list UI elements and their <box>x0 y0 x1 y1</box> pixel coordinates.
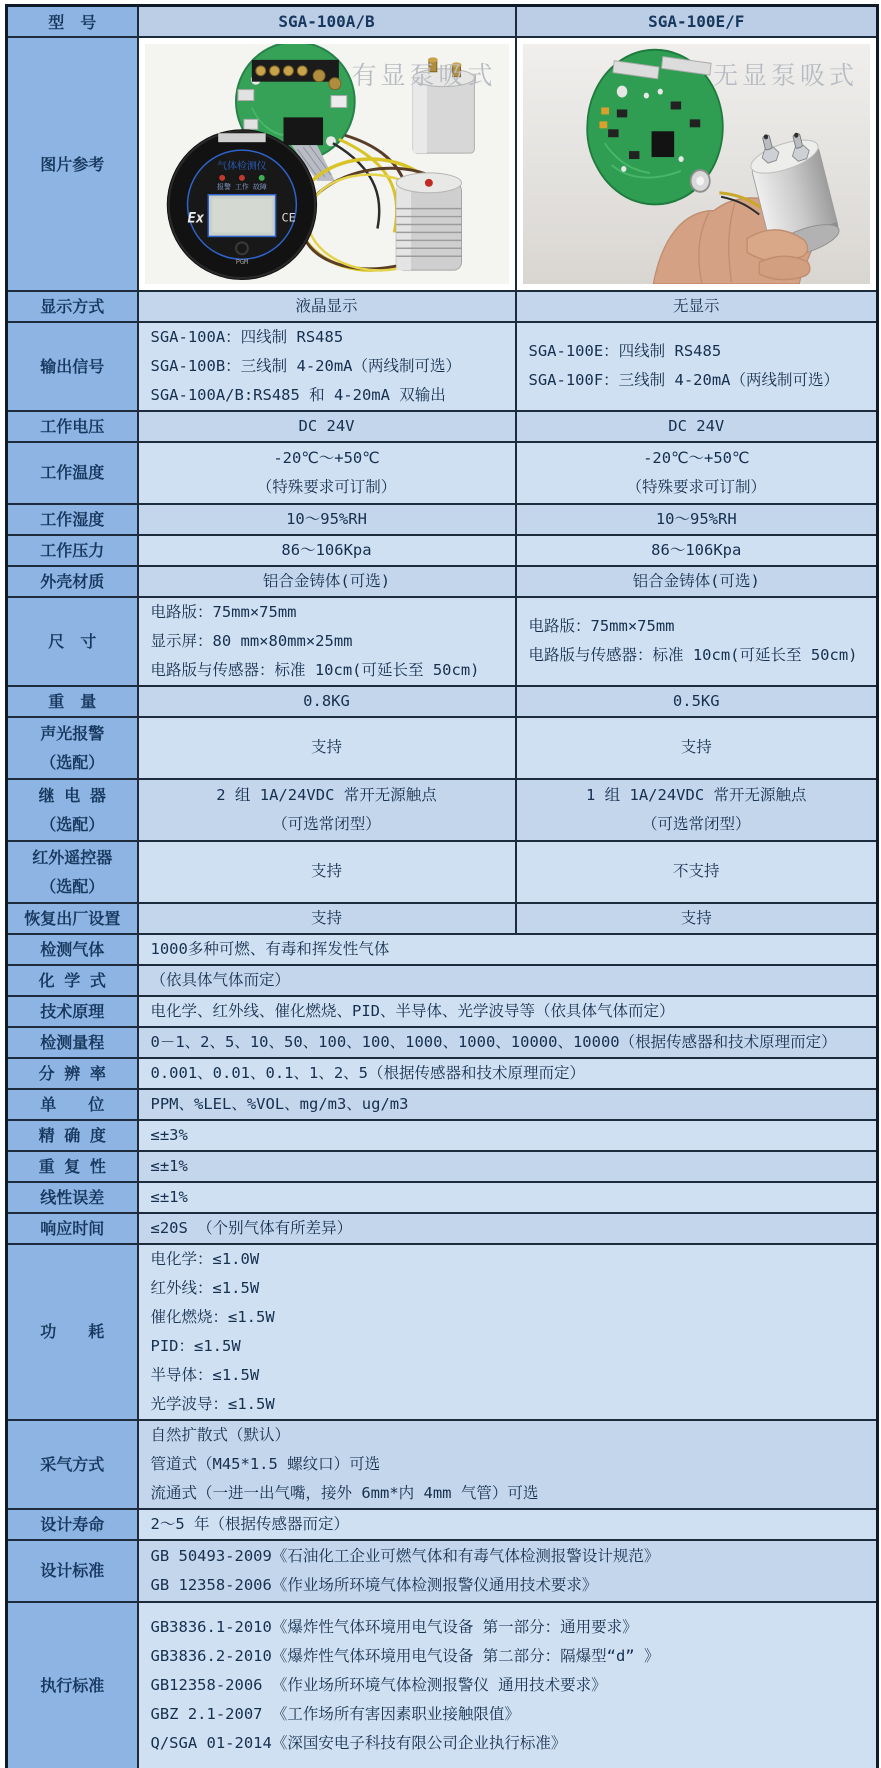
value-line: 电化学、红外线、催化燃烧、PID、半导体、光学波导等（依具体气体而定） <box>150 1001 675 1020</box>
value-line: 0.8KG <box>303 691 350 710</box>
row-label-sampling-method <box>7 1420 138 1509</box>
row-label-housing-material <box>7 566 138 597</box>
value-line: 铝合金铸体(可选) <box>262 571 391 590</box>
row-label-accuracy <box>7 1120 138 1151</box>
value-line: ≤20S （个别气体有所差异） <box>150 1218 353 1237</box>
row-value-chemical-formula <box>138 965 878 996</box>
spec-row-linearity-error <box>7 1182 878 1213</box>
value-line: （可选常闭型） <box>641 814 751 833</box>
value-line: 电路版：75mm×75mm <box>528 617 675 635</box>
row-value-output-signal-col1 <box>138 322 516 411</box>
value-line: 半导体：≤1.5W <box>150 1365 260 1384</box>
row-label-line: 设计标准 <box>40 1561 105 1580</box>
spec-table <box>5 4 879 1768</box>
spec-row-dimensions <box>7 597 878 686</box>
value-line: GB3836.2-2010《爆炸性气体环境用电气设备 第二部分：隔爆型“d” 》 <box>150 1646 660 1665</box>
value-line: 86～106Kpa <box>651 540 742 559</box>
spec-row-executive-standard <box>7 1602 878 1768</box>
value-line: SGA-100B：三线制 4-20mA（两线制可选） <box>150 356 461 375</box>
value-line: 0－1、2、5、10、50、100、100、1000、1000、10000、10000（根据传感器和技术原理而定） <box>150 1032 837 1051</box>
row-label-linearity-error <box>7 1182 138 1213</box>
row-label-line: 设计寿命 <box>40 1514 105 1534</box>
row-label-line: 功 耗 <box>40 1322 105 1341</box>
row-label-line: 检测量程 <box>40 1032 105 1052</box>
value-line: SGA-100E：四线制 RS485 <box>528 342 722 360</box>
row-label-line: 响应时间 <box>40 1218 105 1238</box>
row-label-line: 工作温度 <box>40 463 105 482</box>
value-line: ≤±3% <box>150 1125 188 1144</box>
value-line: ≤±1% <box>150 1187 188 1206</box>
row-label-chemical-formula <box>7 965 138 996</box>
row-value-accuracy <box>138 1120 878 1151</box>
header-row <box>7 6 878 37</box>
spec-row-chemical-formula <box>7 965 878 996</box>
value-line: 不支持 <box>672 862 720 880</box>
row-value-working-temperature-col2 <box>516 442 878 504</box>
row-label-output-signal <box>7 322 138 411</box>
row-label-technical-principle <box>7 996 138 1027</box>
product-photo-sga-100ef <box>523 44 871 284</box>
row-label-line: 恢复出厂设置 <box>24 908 121 928</box>
value-line: 0.5KG <box>672 691 720 710</box>
row-value-display-mode-col1 <box>138 291 516 322</box>
row-label-line: 红外遥控器 <box>32 847 113 867</box>
spec-row-working-temperature <box>7 442 878 504</box>
row-label-executive-standard <box>7 1602 138 1768</box>
row-label-display-mode <box>7 291 138 322</box>
row-label-line: 输出信号 <box>40 356 105 376</box>
value-line: 液晶显示 <box>295 296 358 315</box>
row-value-working-pressure-col1 <box>138 535 516 566</box>
row-value-ir-remote-col2 <box>516 841 878 903</box>
value-line: PID：≤1.5W <box>150 1336 241 1355</box>
value-line: 2～5 年（根据传感器而定） <box>150 1514 349 1533</box>
row-label-working-voltage <box>7 411 138 442</box>
row-label-line: 检测气体 <box>40 939 105 959</box>
spec-row-repeatability <box>7 1151 878 1182</box>
row-label-weight <box>7 686 138 717</box>
value-line: SGA-100F：三线制 4-20mA（两线制可选） <box>528 371 839 389</box>
spec-row-unit <box>7 1089 878 1120</box>
row-value-detection-range <box>138 1027 878 1058</box>
value-line: GB 50493-2009《石油化工企业可燃气体和有毒气体检测报警设计规范》 <box>150 1546 660 1565</box>
value-line: 电路版：75mm×75mm <box>150 602 297 621</box>
value-line: -20℃～+50℃ <box>273 448 380 467</box>
spec-row-weight <box>7 686 878 717</box>
spec-row-relay <box>7 779 878 841</box>
row-value-working-voltage-col2 <box>516 411 878 442</box>
spec-row-power-consumption <box>7 1244 878 1420</box>
watermark-right: 无显泵吸式 <box>712 60 858 90</box>
spec-row-detection-range <box>7 1027 878 1058</box>
row-label-line: 分 辨 率 <box>38 1063 106 1083</box>
row-value-executive-standard <box>138 1602 878 1768</box>
row-value-working-pressure-col2 <box>516 535 878 566</box>
value-line: DC 24V <box>298 416 355 435</box>
ce-mark-text: CE <box>281 210 296 225</box>
value-line: 1 组 1A/24VDC 常开无源触点 <box>586 785 807 804</box>
ex-mark-text: Ex <box>187 209 204 227</box>
value-line: 自然扩散式（默认） <box>150 1425 291 1444</box>
row-value-unit <box>138 1089 878 1120</box>
row-label-line: 尺 寸 <box>48 631 97 651</box>
value-line: ≤±1% <box>150 1156 188 1175</box>
row-label-line: 工作电压 <box>40 416 105 436</box>
row-label-relay <box>7 779 138 841</box>
gauge-title-text: 气体检测仪 <box>216 160 267 172</box>
row-label-unit <box>7 1089 138 1120</box>
row-value-factory-reset-col1 <box>138 903 516 934</box>
row-label-line: （选配） <box>40 814 105 834</box>
row-value-working-voltage-col1 <box>138 411 516 442</box>
row-value-linearity-error <box>138 1182 878 1213</box>
value-line: GB 12358-2006《作业场所环境气体检测报警仪通用技术要求》 <box>150 1575 598 1594</box>
spec-row-working-pressure <box>7 535 878 566</box>
row-label-line: 执行标准 <box>40 1675 105 1695</box>
value-line: 电化学：≤1.0W <box>150 1249 260 1268</box>
row-value-relay-col2 <box>516 779 878 841</box>
row-value-audible-visual-alarm-col2 <box>516 717 878 779</box>
row-value-weight-col1 <box>138 686 516 717</box>
value-line: GB12358-2006 《作业场所环境气体检测报警仪 通用技术要求》 <box>150 1675 607 1694</box>
value-line: 支持 <box>310 738 342 756</box>
row-label-response-time <box>7 1213 138 1244</box>
row-label-design-life <box>7 1509 138 1540</box>
row-label-line: 单 位 <box>40 1094 105 1114</box>
row-value-dimensions-col2 <box>516 597 878 686</box>
row-value-working-temperature-col1 <box>138 442 516 504</box>
row-label-design-standard <box>7 1540 138 1602</box>
value-line: GB3836.1-2010《爆炸性气体环境用电气设备 第一部分：通用要求》 <box>150 1617 638 1636</box>
photo-row <box>7 37 878 291</box>
value-line: 2 组 1A/24VDC 常开无源触点 <box>216 785 437 804</box>
photo-row-label: 图片参考 <box>7 37 138 291</box>
value-line: （特殊要求可订制） <box>256 477 397 496</box>
row-label-line: 化 学 式 <box>38 970 106 990</box>
row-value-response-time <box>138 1213 878 1244</box>
value-line: 10～95%RH <box>286 509 367 528</box>
row-value-housing-material-col2 <box>516 566 878 597</box>
value-line: （依具体气体而定） <box>150 970 291 989</box>
value-line: 红外线：≤1.5W <box>150 1278 260 1297</box>
spec-row-design-standard <box>7 1540 878 1602</box>
row-value-ir-remote-col1 <box>138 841 516 903</box>
row-value-working-humidity-col2 <box>516 504 878 535</box>
row-value-design-life <box>138 1509 878 1540</box>
value-line: 光学波导：≤1.5W <box>150 1394 275 1413</box>
spec-row-housing-material <box>7 566 878 597</box>
spec-row-working-humidity <box>7 504 878 535</box>
value-line: 显示屏：80 mm×80mm×25mm <box>150 631 353 650</box>
row-label-line: 采气方式 <box>40 1454 105 1474</box>
row-label-working-humidity <box>7 504 138 535</box>
value-line: 流通式（一进一出气嘴，接外 6mm*内 4mm 气管）可选 <box>150 1483 539 1502</box>
model-header-ab: SGA-100A/B <box>138 6 516 37</box>
row-value-output-signal-col2 <box>516 322 878 411</box>
value-line: 支持 <box>680 738 712 756</box>
row-value-display-mode-col2 <box>516 291 878 322</box>
watermark-left: 有显泵吸式 <box>351 60 497 90</box>
spec-row-display-mode <box>7 291 878 322</box>
row-label-line: 继 电 器 <box>38 785 106 805</box>
row-label-line: 工作湿度 <box>40 509 105 529</box>
value-line: SGA-100A/B:RS485 和 4-20mA 双输出 <box>150 385 446 404</box>
row-label-line: 声光报警 <box>40 723 105 743</box>
value-line: 86～106Kpa <box>281 540 372 559</box>
row-label-line: （选配） <box>40 752 105 772</box>
row-value-audible-visual-alarm-col1 <box>138 717 516 779</box>
spec-row-sampling-method <box>7 1420 878 1509</box>
spec-row-accuracy <box>7 1120 878 1151</box>
photo-cell-sga-100ab <box>138 37 516 291</box>
gauge-led-labels: 报警 工作 故障 <box>216 182 267 191</box>
value-line: 电路版与传感器：标准 10cm(可延长至 50cm) <box>150 660 480 679</box>
photo-cell-sga-100ef <box>516 37 878 291</box>
pgm-text: PGM <box>235 257 248 266</box>
row-label-factory-reset <box>7 903 138 934</box>
value-line: 支持 <box>310 862 342 880</box>
row-label-line: （选配） <box>40 876 105 896</box>
row-label-repeatability <box>7 1151 138 1182</box>
row-value-resolution <box>138 1058 878 1089</box>
row-label-line: 工作压力 <box>40 540 105 560</box>
row-value-dimensions-col1 <box>138 597 516 686</box>
value-line: PPM、%LEL、%VOL、mg/m3、ug/m3 <box>150 1094 409 1113</box>
row-value-housing-material-col1 <box>138 566 516 597</box>
value-line: -20℃～+50℃ <box>643 448 750 467</box>
spec-row-factory-reset <box>7 903 878 934</box>
value-line: 0.001、0.01、0.1、1、2、5（根据传感器和技术原理而定） <box>150 1063 585 1082</box>
row-label-working-temperature <box>7 442 138 504</box>
row-label-detectable-gases <box>7 934 138 965</box>
model-header-ef: SGA-100E/F <box>516 6 878 37</box>
spec-row-detectable-gases <box>7 934 878 965</box>
row-label-line: 线性误差 <box>40 1187 105 1207</box>
spec-row-design-life <box>7 1509 878 1540</box>
row-label-power-consumption <box>7 1244 138 1420</box>
row-label-audible-visual-alarm <box>7 717 138 779</box>
value-line: 无显示 <box>672 296 720 315</box>
spec-row-ir-remote <box>7 841 878 903</box>
spec-row-technical-principle <box>7 996 878 1027</box>
value-line: 铝合金铸体(可选) <box>632 571 760 590</box>
value-line: 10～95%RH <box>655 509 737 528</box>
row-label-working-pressure <box>7 535 138 566</box>
value-line: （可选常闭型） <box>272 814 381 833</box>
product-photo-sga-100ab <box>145 44 509 284</box>
spec-row-output-signal <box>7 322 878 411</box>
row-label-resolution <box>7 1058 138 1089</box>
value-line: 支持 <box>310 908 342 927</box>
row-label-detection-range <box>7 1027 138 1058</box>
row-value-technical-principle <box>138 996 878 1027</box>
spec-row-working-voltage <box>7 411 878 442</box>
row-value-relay-col1 <box>138 779 516 841</box>
row-label-ir-remote <box>7 841 138 903</box>
row-label-line: 外壳材质 <box>40 571 105 591</box>
row-value-sampling-method <box>138 1420 878 1509</box>
row-value-detectable-gases <box>138 934 878 965</box>
row-value-factory-reset-col2 <box>516 903 878 934</box>
row-label-line: 重 复 性 <box>38 1156 106 1176</box>
row-value-repeatability <box>138 1151 878 1182</box>
row-value-power-consumption <box>138 1244 878 1420</box>
value-line: 支持 <box>680 908 712 927</box>
spec-row-resolution <box>7 1058 878 1089</box>
value-line: SGA-100A：四线制 RS485 <box>150 327 344 346</box>
row-value-working-humidity-col1 <box>138 504 516 535</box>
row-label-line: 重 量 <box>48 691 97 711</box>
spec-row-response-time <box>7 1213 878 1244</box>
row-label-line: 精 确 度 <box>38 1125 106 1145</box>
model-label: 型 号 <box>7 6 138 37</box>
value-line: 1000多种可燃、有毒和挥发性气体 <box>150 939 390 958</box>
row-value-weight-col2 <box>516 686 878 717</box>
value-line: 电路版与传感器：标准 10cm(可延长至 50cm) <box>528 646 858 664</box>
value-line: 管道式（M45*1.5 螺纹口）可选 <box>150 1454 381 1473</box>
spec-row-audible-visual-alarm <box>7 717 878 779</box>
row-label-dimensions <box>7 597 138 686</box>
value-line: （特殊要求可订制） <box>626 477 766 496</box>
value-line: GBZ 2.1-2007 《工作场所有害因素职业接触限值》 <box>150 1704 520 1723</box>
value-line: DC 24V <box>668 416 725 435</box>
row-label-line: 显示方式 <box>40 296 105 316</box>
value-line: 催化燃烧：≤1.5W <box>150 1307 275 1326</box>
row-value-design-standard <box>138 1540 878 1602</box>
row-label-line: 技术原理 <box>40 1001 105 1021</box>
value-line: Q/SGA 01-2014《深国安电子科技有限公司企业执行标准》 <box>150 1733 567 1752</box>
